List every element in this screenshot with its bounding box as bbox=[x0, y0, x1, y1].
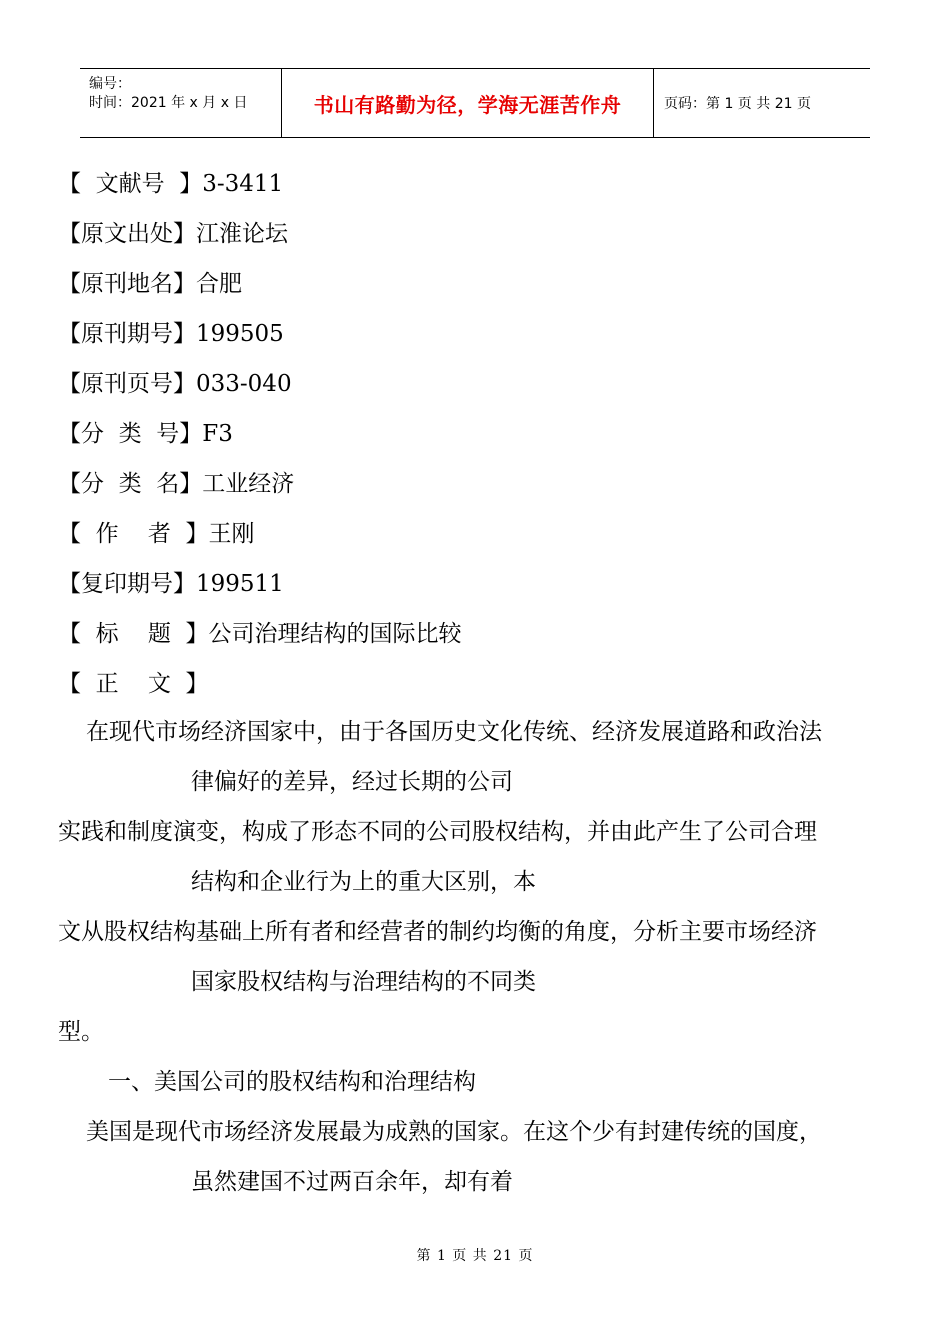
field-source: 【原文出处】江淮论坛 bbox=[58, 221, 288, 247]
paragraph-line: 国家股权结构与治理结构的不同类 bbox=[191, 969, 536, 995]
field-issue: 【原刊期号】199505 bbox=[58, 321, 284, 347]
field-doc-number: 【 文献号 】3-3411 bbox=[58, 171, 284, 197]
paragraph-line: 实践和制度演变，构成了形态不同的公司股权结构，并由此产生了公司合理 bbox=[58, 819, 817, 845]
field-class-number: 【分 类 号】F3 bbox=[58, 421, 233, 447]
paragraph-line: 型。 bbox=[58, 1019, 104, 1045]
field-body-label: 【 正 文 】 bbox=[58, 671, 209, 697]
header-page-info: 页码：第 1 页 共 21 页 bbox=[664, 96, 811, 112]
section-heading: 一、美国公司的股权结构和治理结构 bbox=[108, 1069, 476, 1095]
paragraph-line: 结构和企业行为上的重大区别，本 bbox=[191, 869, 536, 895]
page-header bbox=[80, 68, 870, 138]
header-motto: 书山有路勤为径，学海无涯苦作舟 bbox=[281, 69, 654, 137]
paragraph-line: 虽然建国不过两百余年，却有着 bbox=[191, 1169, 513, 1195]
field-pages: 【原刊页号】033-040 bbox=[58, 371, 292, 397]
header-meta bbox=[80, 69, 281, 137]
field-author: 【 作 者 】王刚 bbox=[58, 521, 255, 547]
paragraph-line: 律偏好的差异，经过长期的公司 bbox=[191, 769, 513, 795]
field-place: 【原刊地名】合肥 bbox=[58, 271, 242, 297]
paragraph-line: 在现代市场经济国家中，由于各国历史文化传统、经济发展道路和政治法 bbox=[86, 719, 822, 745]
field-reprint-issue: 【复印期号】199511 bbox=[58, 571, 284, 597]
article-body bbox=[58, 714, 908, 1214]
paragraph-line: 文从股权结构基础上所有者和经营者的制约均衡的角度，分析主要市场经济 bbox=[58, 919, 817, 945]
page-footer: 第 1 页 共 21 页 bbox=[416, 1248, 534, 1264]
time-label: 时间：2021 年 x 月 x 日 bbox=[89, 95, 248, 111]
metadata-fields bbox=[58, 164, 462, 714]
number-label: 编号： bbox=[89, 76, 131, 92]
field-title: 【 标 题 】公司治理结构的国际比较 bbox=[58, 621, 462, 647]
field-class-name: 【分 类 名】工业经济 bbox=[58, 471, 295, 497]
paragraph-line: 美国是现代市场经济发展最为成熟的国家。在这个少有封建传统的国度， bbox=[86, 1119, 822, 1145]
